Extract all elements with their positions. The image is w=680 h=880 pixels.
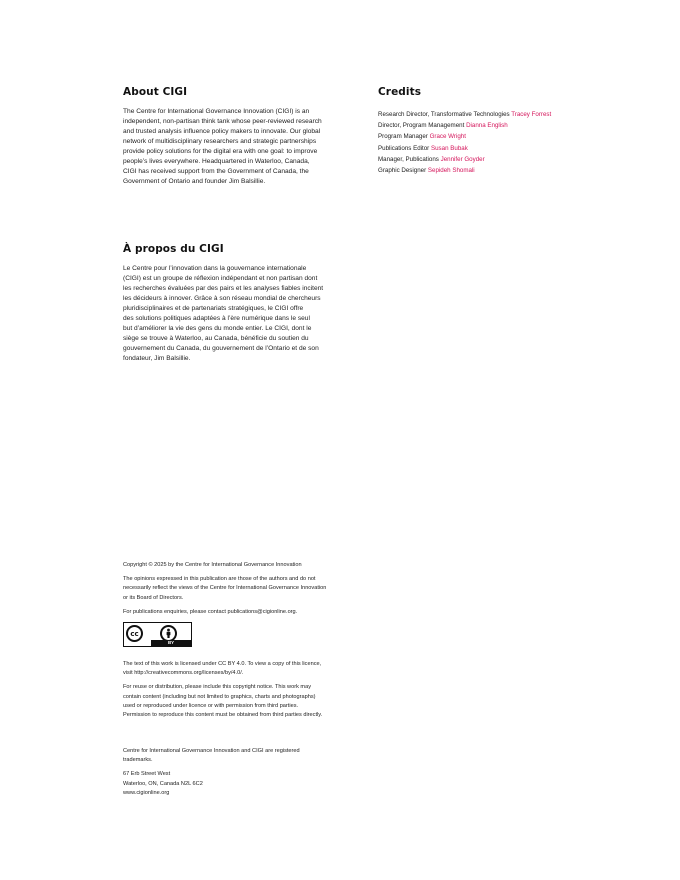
opinions-line: necessarily reflect the views of the Centre for International Governance Innovation — [123, 585, 327, 592]
address-section — [123, 747, 373, 803]
address-line: 67 Erb Street West — [123, 771, 171, 778]
credit-name: Jennifer Goyder — [440, 155, 485, 163]
about-line: network of multidisciplinary researchers and strategic partnerships — [123, 138, 317, 145]
credit-row — [378, 143, 638, 154]
apropos-line: Le Centre pour l’innovation dans la gouvernance internationale — [123, 265, 307, 272]
credit-name: Susan Bubak — [430, 144, 468, 152]
about-line: provide policy solutions for the digital era with one goal: to improve — [123, 148, 318, 155]
apropos-line: gouvernement du Canada, du gouvernement de l’Ontario et de son — [123, 345, 319, 352]
credits-list — [378, 109, 638, 176]
website-line: www.cigionline.org — [123, 789, 170, 796]
credit-row — [378, 120, 638, 131]
cc-by-license-badge — [123, 622, 192, 647]
apropos-line: fondateur, Jim Balsillie. — [123, 355, 191, 362]
trademark-line: Centre for International Governance Innovation and CIGI are registered — [123, 748, 300, 754]
enquiries-line: For publications enquiries, please contact publications@cigionline.org. — [123, 608, 298, 615]
about-line: and trusted analysis influence policy makers to innovate. Our global — [123, 128, 321, 135]
reuse-text — [123, 683, 373, 720]
apropos-line: les recherches évaluées par des pairs et les analyses fiables incitent — [123, 285, 324, 292]
apropos-line: (CIGI) est un groupe de réflexion indépendant et non partisan dont — [123, 275, 318, 282]
apropos-body — [123, 264, 363, 364]
apropos-line: des solutions politiques adaptées à l’ère numérique dans le seul — [123, 315, 310, 322]
apropos-line: pluridisciplinaires et de partenariats stratégiques, le CIGI offre — [123, 305, 304, 312]
credit-row — [378, 109, 638, 120]
credit-row — [378, 154, 638, 165]
credit-row — [378, 131, 638, 142]
about-body — [123, 107, 363, 187]
apropos-line: siège se trouve à Waterloo, au Canada, bénéficie du soutien du — [123, 335, 309, 342]
apropos-section — [123, 243, 363, 364]
creative-commons-icon — [126, 625, 143, 642]
about-line: CIGI has received support from the Government of Canada, the — [123, 168, 309, 175]
credit-name: Tracey Forrest — [511, 111, 552, 118]
license-line: visit http://creativecommons.org/licenses/by/4.0/. — [123, 670, 244, 677]
reuse-line: contain content (including but not limited to graphics, charts and photographs) — [123, 693, 316, 700]
copyright-line: Copyright © 2025 by the Centre for International Governance Innovation — [123, 562, 302, 568]
apropos-line: les décideurs à innover. Grâce à son réseau mondial de chercheurs — [123, 295, 321, 302]
credits-section — [378, 86, 638, 176]
cc-badge-label: BY — [151, 640, 191, 646]
copyright-section — [123, 561, 373, 725]
apropos-line: but d’améliorer la vie des gens du monde entier. Le CIGI, dont le — [123, 325, 312, 332]
credit-role: Publications Editor — [378, 144, 430, 152]
about-line: independent, non-partisan think tank whose peer-reviewed research — [123, 118, 322, 125]
about-line: Government of Ontario and founder Jim Balsillie. — [123, 178, 266, 185]
about-line: people’s lives everywhere. Headquartered in Waterloo, Canada, — [123, 158, 310, 165]
credit-row — [378, 165, 638, 176]
postal-address — [123, 770, 373, 798]
credit-role: Manager, Publications — [378, 155, 439, 163]
apropos-title: À propos du CIGI — [123, 243, 224, 255]
about-title: About CIGI — [123, 86, 188, 98]
trademark-note — [123, 747, 373, 765]
opinions-disclaimer — [123, 575, 373, 603]
credits-title: Credits — [378, 86, 422, 98]
address-line: Waterloo, ON, Canada N2L 6C2 — [123, 780, 203, 787]
credit-role: Research Director, Transformative Technologies — [378, 111, 510, 118]
reuse-line: For reuse or distribution, please include this copyright notice. This work may — [123, 684, 311, 691]
credit-role: Director, Program Management — [378, 122, 465, 130]
about-line: The Centre for International Governance Innovation (CIGI) is an — [123, 108, 310, 115]
reuse-line: Permission to reproduce this content must be obtained from third parties directly. — [123, 712, 323, 719]
about-section — [123, 86, 363, 187]
opinions-line: The opinions expressed in this publication are those of the authors and do not — [123, 576, 316, 583]
credit-name: Grace Wright — [429, 133, 466, 141]
license-line: The text of this work is licensed under CC BY 4.0. To view a copy of this licence, — [123, 661, 322, 668]
svg-text:cc: cc — [130, 630, 139, 639]
credit-role: Graphic Designer — [378, 167, 427, 175]
license-text — [123, 660, 373, 678]
reuse-line: used or reproduced under licence or with permission from third parties. — [123, 702, 299, 709]
trademark-line: trademarks. — [123, 757, 153, 764]
credit-name: Dianna English — [466, 122, 508, 130]
credit-role: Program Manager — [378, 133, 428, 141]
credit-name: Sepideh Shomali — [427, 167, 475, 175]
opinions-line: or its Board of Directors. — [123, 594, 184, 601]
